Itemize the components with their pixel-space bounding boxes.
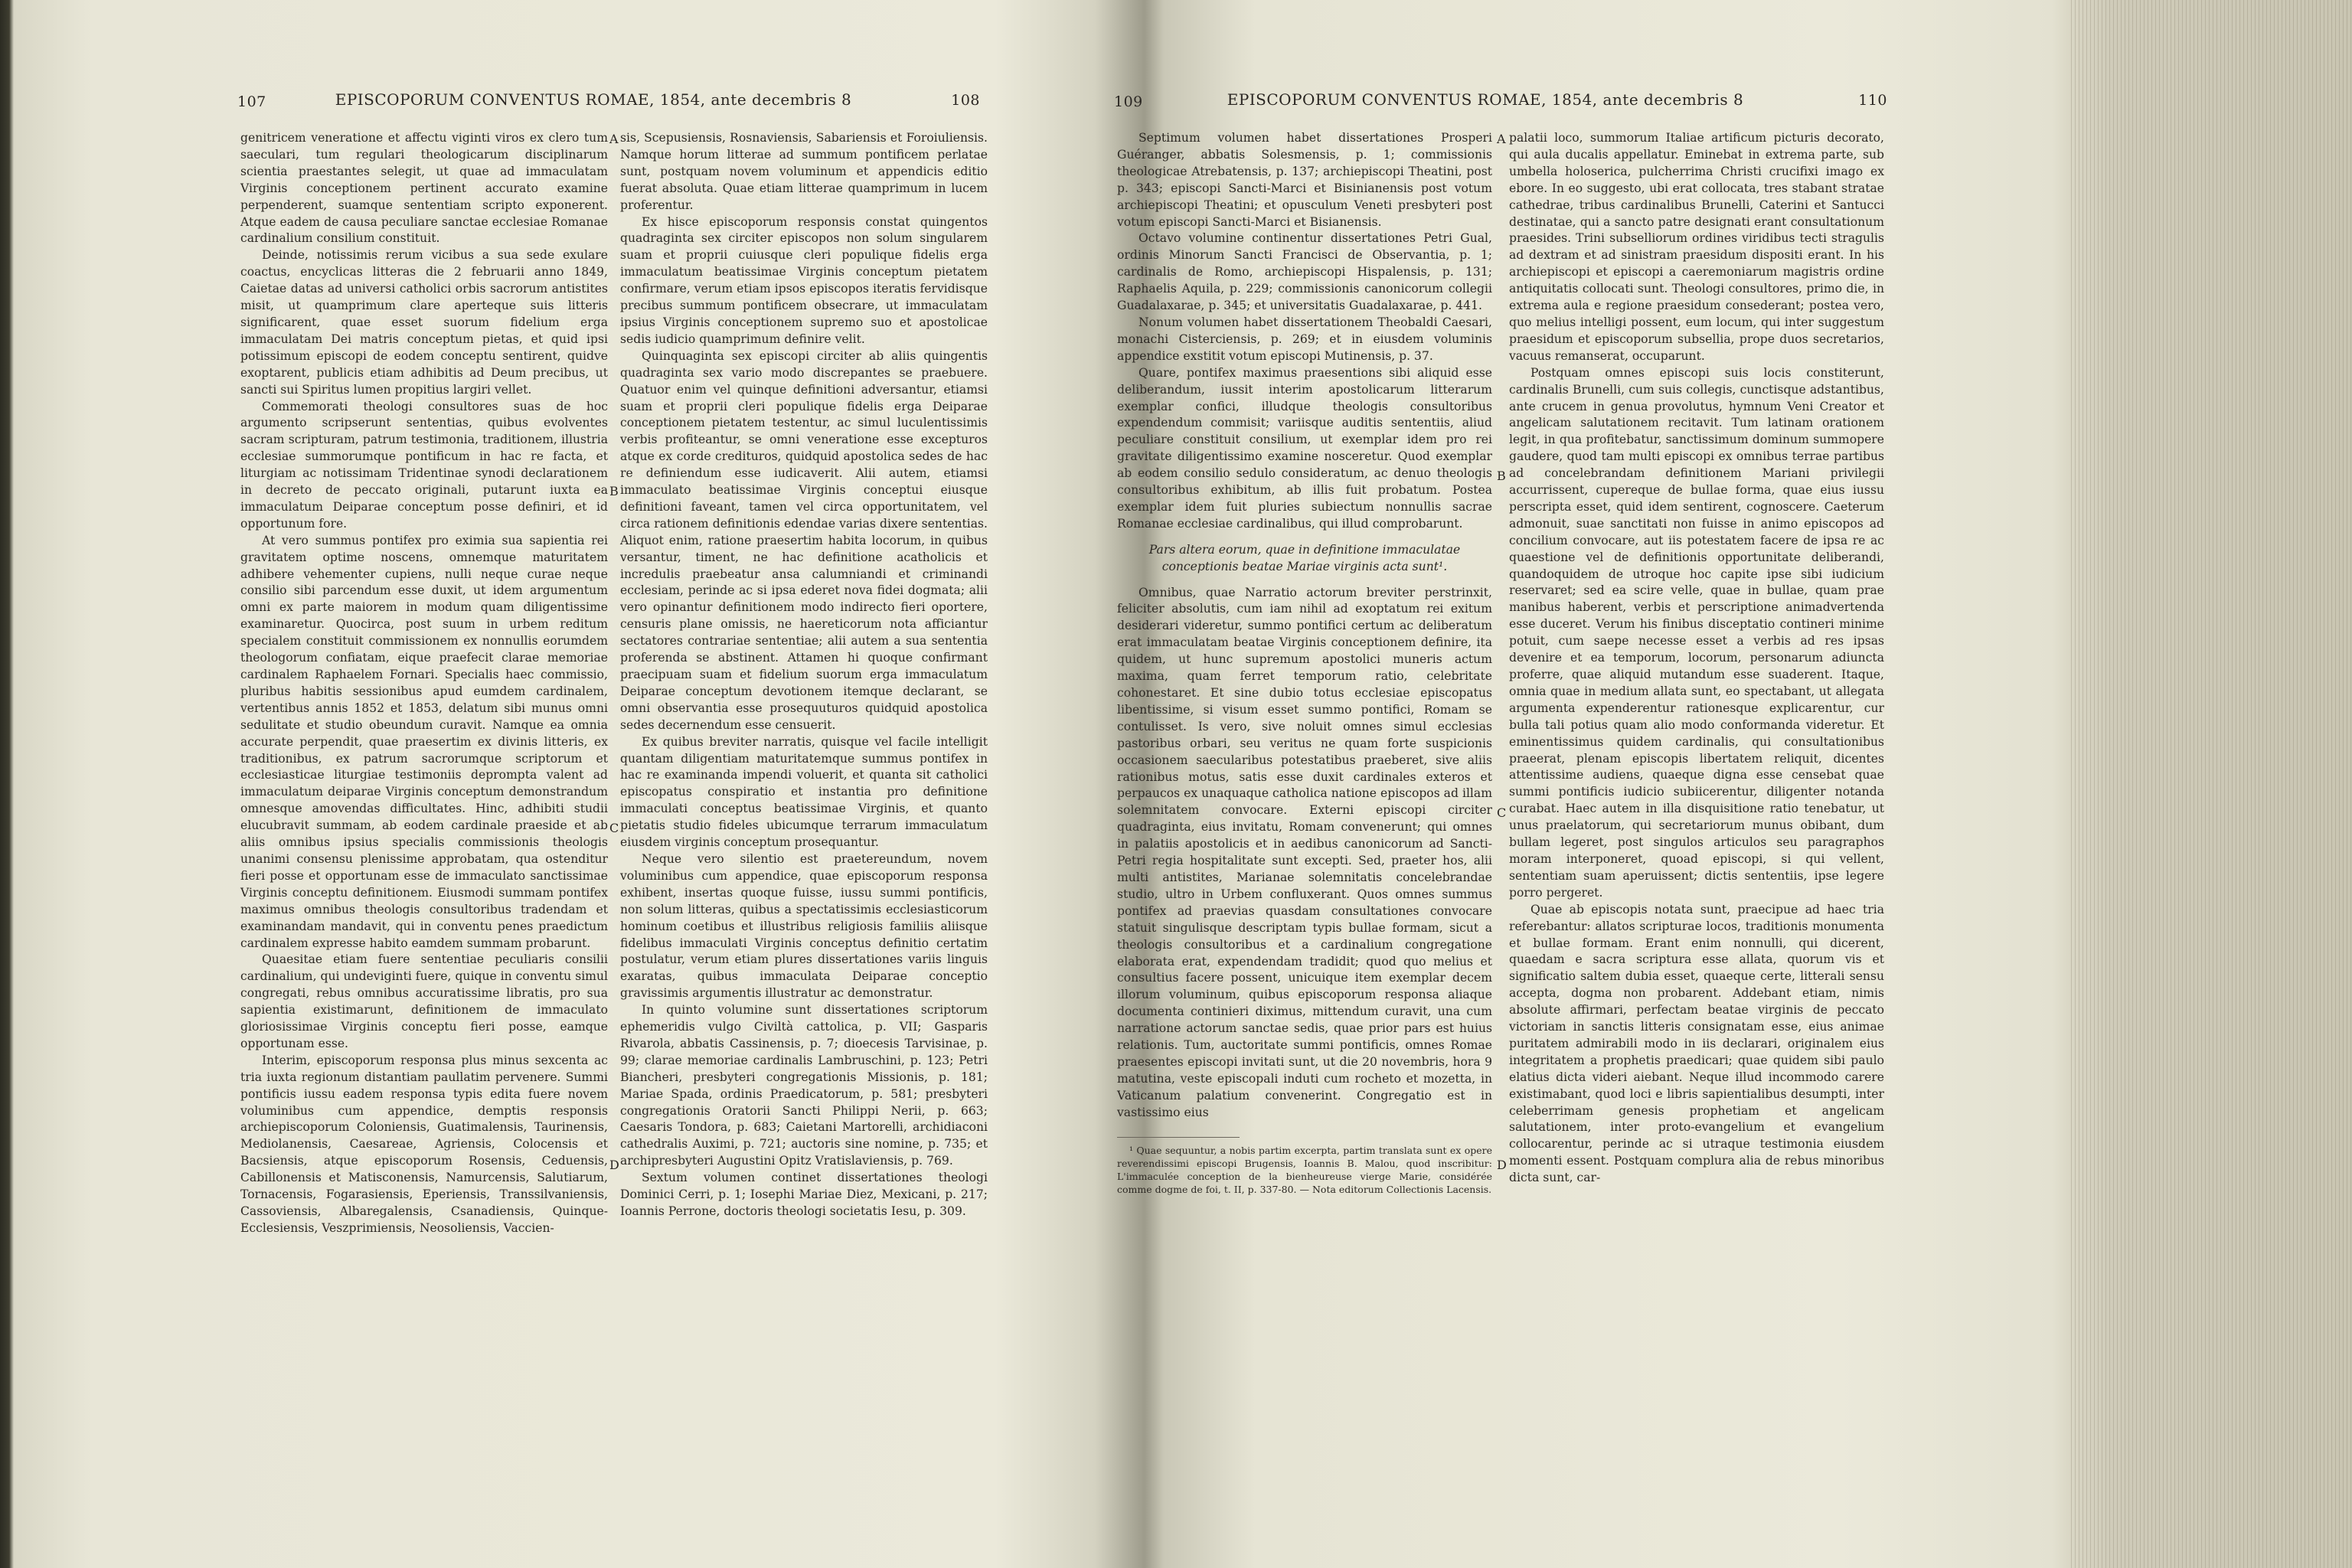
page-edges	[2071, 0, 2352, 1568]
right-running-title: EPISCOPORUM CONVENTUS ROMAE, 1854, ante decembris 8	[1227, 90, 1744, 109]
left-running-head	[207, 86, 980, 116]
paragraph: Nonum volumen habet dissertationem Theobaldi Caesari, monachi Cisterciensis, p. 269; et in eiusdem voluminis appendice exstitit votum episcopi Mutinensis, p. 37.	[1117, 315, 1492, 363]
paragraph: Ex hisce episcoporum responsis constat quingentos quadraginta sex circiter episcopos non solum singularem suam et proprii cuiusque cleri populique fidelis erga immaculatum beatissimae Virginis conceptum pietatem confirmare, verum etiam ipsos episcopos iteratis fervidisque precibus summum pontificem obsecrare, ut immaculatam ipsius Virginis conceptionem supremo suo et apostolicae sedis iudicio quamprimum definire velit.	[620, 214, 988, 346]
right-page	[1083, 0, 1887, 1568]
paragraph: Commemorati theologi consultores suas de hoc argumento scripserunt sententias, quibus evolventes sacram scripturam, patrum testimonia, traditionem, illustria ecclesiae summorumque pontificum in hac re facta, et liturgiam ac notissimam Tridentinae synodi declarationem in decreto de peccato originali, putarunt iuxta ea immaculatum Deiparae conceptum posse definiri, et id opportunum fore.	[240, 399, 608, 531]
left-column-b	[620, 130, 988, 1220]
margin-letter-b: B	[609, 484, 619, 498]
paragraph: Quare, pontifex maximus praesentions sibi aliquid esse deliberandum, iussit interim apostolicarum litterarum exemplar confici, illudque theologis consultoribus expendendum commisit; variisque auditis sententiis, aliud peculiare constituit consilium, ut exemplar idem pro rei gravitate diligentissimo examine nosceretur. Quod exemplar ab eodem consilio sedulo consideratum, ac denuo theologis consultoribus exhibitum, ab illis fuit probatum. Postea exemplar idem fuit pluries subiectum nonnullis sacrae Romanae ecclesiae cardinalibus, qui illud comprobarunt.	[1117, 365, 1492, 531]
paragraph: Quinquaginta sex episcopi circiter ab aliis quingentis quadraginta sex vario modo discrepantes se praebuere. Quatuor enim vel quinque definitioni adversantur, etiamsi suam et proprii cleri populique fidelis erga Deiparae conceptionem pietatem testentur, ac simul luculentissimis verbis profiteantur, se omni veneratione esse excepturos atque ex corde credituros, quidquid apostolica sedes de hac re definiendum esse iudicaverit. Alii autem, etiamsi immaculato beatissimae Virginis conceptui eiusque definitioni faveant, tamen vel circa opportunitatem, vel circa rationem definitionis edendae varias dixere sententias. Aliquot enim, ratione praesertim habita locorum, in quibus versantur, timent, ne hac definitione acatholicis et incredulis praebeatur ansa calumniandi et criminandi ecclesiam, perinde ac si ipsa ederet nova fidei dogmata; alii vero opinantur definitionem modo indirecto fieri oportere, censuris plane omissis, ne haereticorum nota afficiantur sectatores contrariae sententiae; alii autem a sua sententia proferenda se abstinent. Attamen hi quoque confirmant praecipuam suam et fidelium suorum erga immaculatum Deiparae conceptum devotionem itemque declarant, se omni observantia esse prosequuturos quidquid apostolica sedes decernendum esse censuerit.	[620, 348, 988, 732]
margin-letter-a: A	[1497, 132, 1506, 146]
right-column-b	[1509, 130, 1884, 1187]
page-number-107: 107	[237, 93, 266, 110]
section-heading: Pars altera eorum, quae in definitione immaculatae conceptionis beatae Mariae virginis acta sunt¹.	[1148, 542, 1461, 573]
left-page	[207, 0, 988, 1568]
right-running-head	[1083, 86, 1887, 116]
margin-letter-a: A	[609, 132, 619, 146]
margin-letter-c: C	[1497, 805, 1507, 820]
paragraph: Deinde, notissimis rerum vicibus a sua sede exulare coactus, encyclicas litteras die 2 februarii anno 1849, Caietae datas ad universi catholici orbis sacrorum antistites misit, ut quamprimum clare aperteque suis litteris significarent, quae esset suorum fidelium erga immaculatam Dei matris conceptum pietas, et quid ipsi potissimum episcopi de eodem conceptu sentirent, quidve exoptarent, publicis etiam adhibitis ad Deum precibus, ut sancti sui Spiritus lumen propitius largiri vellet.	[240, 248, 608, 397]
margin-letter-b: B	[1497, 469, 1506, 483]
right-column-a	[1117, 130, 1492, 1196]
paragraph: At vero summus pontifex pro eximia sua sapientia rei gravitatem optime noscens, omnemque maturitatem adhibere vehementer cupiens, nulli neque curae neque consilio sibi parcendum esse duxit, ut idem argumentum omni ex parte maiorem in modum quam diligentissime examinaretur. Quocirca, post suum in urbem reditum specialem constituit commissionem ex nonnullis eorumdem theologorum confiatam, eique praefecit clarae memoriae cardinalem Raphaelem Fornari. Specialis haec commissio, pluribus habitis sessionibus apud eumdem cardinalem, vertentibus annis 1852 et 1853, delatum sibi munus omni sedulitate et studio obeundum curavit. Namque ea omnia accurate perpendit, quae praesertim ex divinis litteris, ex traditionibus, ex patrum sacrorumque scriptorum et ecclesiasticae liturgiae testimoniis deprompta valent ad immaculatum deiparae Virginis conceptum demonstrandum omnesque amovendas difficultates. Hinc, adhibiti studii elucubravit summam, ab eodem cardinale praeside et ab aliis omnibus ipsius specialis commissionis theologis unanimi consensu plenissime approbatam, qua ostenditur fieri posse et opportunam esse de immaculato sanctissimae Virginis conceptu definitionem. Eiusmodi summam pontifex maximus omnibus theologis consultoribus tradendam et examinandam mandavit, qui in conventu penes praedictum cardinalem expresse habito eamdem summam probarunt.	[240, 533, 608, 950]
paragraph: Quaesitae etiam fuere sententiae peculiaris consilii cardinalium, qui undeviginti fuere, quique in conventu simul congregati, rebus omnibus accuratissime libratis, pro sua sapientia existimarunt, definitionem de immaculato gloriosissimae Virginis conceptu fieri posse, eamque opportunam esse.	[240, 952, 608, 1050]
paragraph: Sextum volumen continet dissertationes theologi Dominici Cerri, p. 1; Iosephi Mariae Diez, Mexicani, p. 217; Ioannis Perrone, doctoris theologi societatis Iesu, p. 309.	[620, 1171, 988, 1218]
margin-letter-c: C	[609, 821, 619, 835]
paragraph: palatii loco, summorum Italiae artificum picturis decorato, qui aula ducalis appellatur. Eminebat in extrema parte, sub umbella holoserica, pulcherrima Christi crucifixi imago ex ebore. In eo suggesto, ubi erat collocata, tres stabant stratae cathedrae, tribus cardinalibus Brunelli, Caterini et Santucci destinatae, qui a sancto patre designati erant consultationum praesides. Trini subselliorum ordines viridibus tecti stragulis ad dextram et ad sinistram praesidum dispositi erant. In his archiepiscopi et episcopi a caeremoniarum magistris ordine antiquitatis collocati sunt. Theologi consultores, primo die, in extrema aula e regione praesidum consederant; postea vero, quo melius intelligi possent, eum locum, qui inter suggestum praesidum et episcoporum subsellia, prope duos secretarios, vacuus remanserat, occuparunt.	[1509, 131, 1884, 363]
paragraph: Septimum volumen habet dissertationes Prosperi Guéranger, abbatis Solesmensis, p. 1; commissionis theologicae Atrebatensis, p. 137; archiepiscopi Theatini, post p. 343; episcopi Sancti-Marci et Bisinianensis post votum archiepiscopi Theatini; et opusculum Veneti presbyteri post votum episcopi Sancti-Marci et Bisianensis.	[1117, 131, 1492, 229]
left-column-a	[240, 130, 608, 1237]
margin-letter-d: D	[609, 1158, 619, 1172]
paragraph: Omnibus, quae Narratio actorum breviter perstrinxit, feliciter absolutis, cum iam nihil ad exoptatum rei exitum desiderari videretur, summo pontifici certum ac deliberatum erat immaculatam beatae Virginis conceptionem definire, ita quidem, ut hunc supremum apostolici muneris actum maxima, quam ferret temporum ratio, celebritate cohonestaret. Et sine dubio totus ecclesiae episcopatus libentissime, si visum esset summo pontifici, Romam se contulisset. Is vero, sive noluit omnes simul ecclesias pastoribus orbari, seu veritus ne quam forte suspicionis occasionem saecularibus potestatibus praeberet, sive aliis rationibus motus, satis esse duxit cardinales exteros et perpaucos ex unaquaque catholica natione episcopos ad illam solemnitatem convocare. Externi episcopi circiter quadraginta, eius invitatu, Romam convenerunt; qui omnes in palatiis apostolicis et in aedibus canonicorum ad Sancti-Petri regia hospitalitate sunt excepti. Sed, praeter hos, alii multi antistites, Marianae solemnitatis concelebrandae studio, ultro in Urbem confluxerant. Quos omnes summus pontifex ad praevias quasdam consultationes convocare statuit singulisque descriptam typis bullae formam, sicut a theologis consultoribus et a cardinalium congregatione elaborata erat, expendendam tradidit; quod quo melius et consultius facere possent, unicuique item exemplar decem illorum voluminum, quibus episcoporum responsa aliaque documenta continieri diximus, mittendum curavit, una cum narratione actorum sanctae sedis, quae prior pars est huius relationis. Tum, auctoritate summi pontificis, omnes Romae praesentes episcopi invitati sunt, ut die 20 novembris, hora 9 matutina, veste episcopali induti cum rocheto et mozetta, in Vaticanum palatium convenerint. Congregatio est in vastissimo eius	[1117, 585, 1492, 1119]
paragraph: Ex quibus breviter narratis, quisque vel facile intelligit quantam diligentiam maturitatemque summus pontifex in hac re examinanda impendi voluerit, et quanta sit catholici episcopatus conspiratio et instantia pro definitione immaculati conceptus beatissimae Virginis, et quanto pietatis studio fideles ubicumque terrarum immaculatum eiusdem virginis conceptum prosequantur.	[620, 734, 988, 850]
paragraph: In quinto volumine sunt dissertationes scriptorum ephemeridis vulgo Civiltà cattolica, p. VII; Gasparis Rivarola, abbatis Cassinensis, p. 7; dioecesis Tarvisinae, p. 99; clarae memoriae cardinalis Lambruschini, p. 123; Petri Biancheri, presbyteri congregationis Missionis, p. 181; Mariae Spada, ordinis Praedicatorum, p. 581; presbyteri congregationis Oratorii Sancti Philippi Nerii, p. 663; Caesaris Tondora, p. 683; Caietani Martorelli, archidiaconi cathedralis Auximi, p. 721; auctoris sine nomine, p. 735; et archipresbyteri Augustini Opitz Vratislaviensis, p. 769.	[620, 1003, 988, 1168]
paragraph: Quae ab episcopis notata sunt, praecipue ad haec tria referebantur: allatos scripturae locos, traditionis monumenta et bullae formam. Erant enim nonnulli, qui dicerent, quaedam e sacra scriptura esse allata, quorum vis et significatio saltem dubia esset, quaeque certe, litterali sensu accepta, dogma non probarent. Addebant etiam, nimis absolute affirmari, perfectam beatae virginis de peccato victoriam in sanctis litteris consignatam esse, eius animae puritatem admirabili modo in iis declarari, originalem eius integritatem a prophetis praedicari; quae quidem sibi paulo elatius dicta videri aiebant. Neque illud incommodo carere existimabant, quod loci e libris sapientialibus desumpti, inter celeberrimam genesis prophetiam et angelicam salutationem, inter proto-evangelium et evangelium collocarentur, perinde ac si utraque testimonia eiusdem momenti essent. Postquam complura alia de rebus minoribus dicta sunt, car-	[1509, 902, 1884, 1185]
paragraph: Postquam omnes episcopi suis locis constiterunt, cardinalis Brunelli, cum suis collegis, cunctisque adstantibus, ante crucem in genua provolutus, hymnum Veni Creator et angelicam salutationem recitavit. Tum latinam orationem legit, in qua profitebatur, sanctissimum dominum summopere gaudere, quod tam multi episcopi ex omnibus terrae partibus ad concelebrandam definitionem Mariani privilegii accurrissent, cupereque de bullae forma, quae eius iussu perscripta esset, quid idem sentirent, cognoscere. Caeterum admonuit, suae sanctitati non fuisse in animo episcopos ad concilium convocare, aut iis potestatem facere de ipsa re ac quaestione vel de definitionis opportunitate deliberandi, quandoquidem de utroque hoc capite ipse sibi iudicium reservaret; sed ea scire velle, quae in bullae, quam prae manibus haberent, verbis et perscriptione animadvertenda esse duceret. Verum his finibus disceptatio contineri minime potuit, cum saepe necesse esset a verbis ad res ipsas devenire et ea temporum, locorum, personarum adiuncta proferre, quae aliquid mutandum esse suaderent. Itaque, omnia quae in medium allata sunt, eo spectabant, ut allegata argumenta expenderentur rationesque explicarentur, cur bulla tali potius quam alio modo conformanda videretur. Et eminentissimus quidem cardinalis, qui consultationibus praeerat, plenam episcopis libertatem reliquit, dicentes attentissime audiens, quaeque digna esse censebat quae summi pontificis iudicio subiicerentur, diligenter notanda curabat. Haec autem in illa disquisitione ratio tenebatur, ut unus praelatorum, qui secretariorum munus obibant, dum bullam legeret, post singulos articulos seu paragraphos moram interponeret, quoad episcopi, si qui vellent, sententiam suam aperuissent; dictis sententiis, ipse legere porro pergeret.	[1509, 365, 1884, 900]
footnote-rule	[1117, 1137, 1240, 1144]
margin-letter-d: D	[1497, 1158, 1507, 1172]
paragraph: Interim, episcoporum responsa plus minus sexcenta ac tria iuxta regionum distantiam paullatim pervenere. Summi pontificis iussu eadem responsa typis edita fuere novem voluminibus cum appendice, demptis responsis archiepiscoporum Coloniensis, Guatimalensis, Taurinensis, Mediolanensis, Caesareae, Agriensis, Colocensis et Bacsiensis, atque episcoporum Rosensis, Ceduensis, Cabillonensis et Matisconensis, Namurcensis, Salutiarum, Tornacensis, Fogarasiensis, Eperiensis, Transsilvaniensis, Cassoviensis, Albaregalensis, Csanadiensis, Quinque-Ecclesiensis, Veszprimiensis, Neosoliensis, Vaccien-	[240, 1053, 608, 1235]
paragraph: sis, Scepusiensis, Rosnaviensis, Sabariensis et Foroiuliensis. Namque horum litterae ad summum pontificem perlatae sunt, postquam novem voluminum et appendicis editio fuerat absoluta. Quae etiam litterae quamprimum in lucem proferentur.	[620, 131, 988, 212]
paragraph: genitricem veneratione et affectu viginti viros ex clero tum saeculari, tum regulari theologicarum disciplinarum scientia praestantes selegit, ut quae ad immaculatam Virginis conceptionem pertinent accurato examine perpenderent, suamque sententiam scripto exponerent. Atque eadem de causa peculiare sanctae ecclesiae Romanae cardinalium consilium constituit.	[240, 131, 608, 246]
page-number-109: 109	[1114, 93, 1143, 110]
left-running-title: EPISCOPORUM CONVENTUS ROMAE, 1854, ante decembris 8	[335, 90, 852, 109]
paragraph: Neque vero silentio est praetereundum, novem voluminibus cum appendice, quae episcoporum responsa exhibent, insertas quoque fuisse, iussu summi pontificis, non solum litteras, quibus a spectatissimis ecclesiasticorum hominum coetibus et illustribus religiosis familiis aliisque fidelibus immaculati Virginis conceptus definitio certatim postulatur, verum etiam plures dissertationes variis linguis exaratas, quibus immaculata Deiparae conceptio gravissimis argumentis illustratur ac demonstratur.	[620, 851, 988, 1001]
page-number-108: 108	[951, 92, 980, 109]
page-number-110: 110	[1858, 92, 1887, 109]
footnote: ¹ Quae sequuntur, a nobis partim excerpta, partim translata sunt ex opere reverendissimi episcopi Brugensis, Ioannis B. Malou, quod inscribitur: L'immaculée conception de la bienheureuse vierge Marie, considérée comme dogme de foi, t. II, p. 337-80. — Nota editorum Collectionis Lacensis.	[1117, 1144, 1492, 1195]
paragraph: Octavo volumine continentur dissertationes Petri Gual, ordinis Minorum Sancti Francisci de Observantia, p. 1; cardinalis de Romo, archiepiscopi Hispalensis, p. 131; Raphaelis Aquila, p. 229; commissionis canonicorum collegii Guadalaxarae, p. 345; et universitatis Guadalaxarae, p. 441.	[1117, 231, 1492, 313]
